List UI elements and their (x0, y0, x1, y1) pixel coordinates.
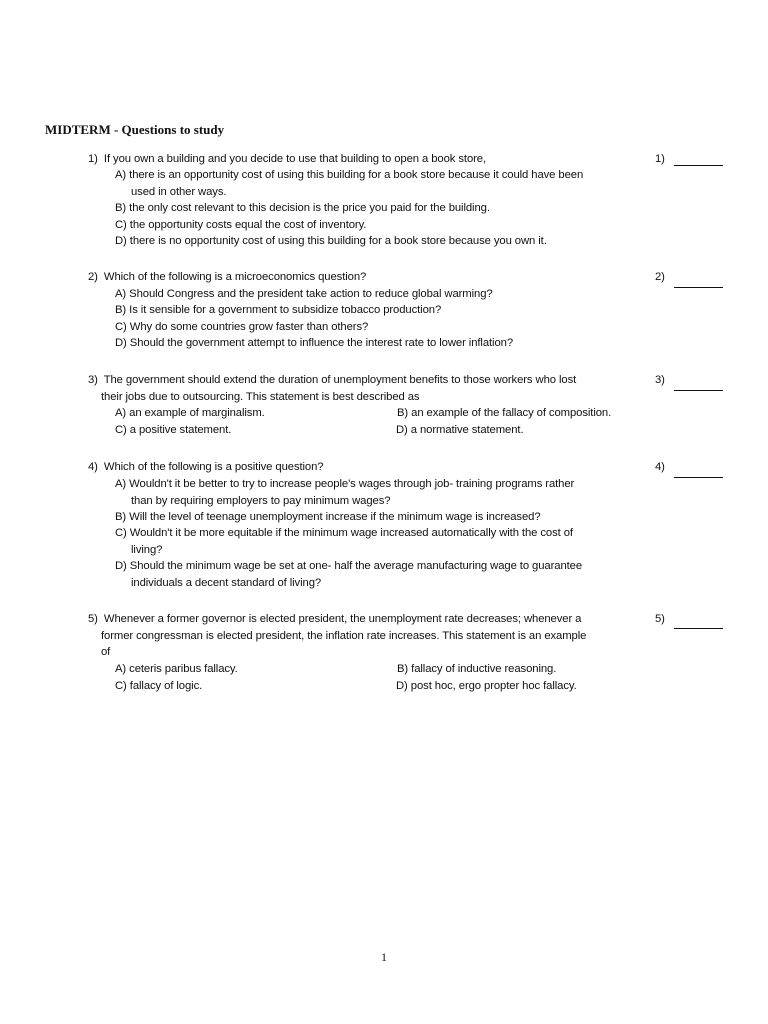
option-b[interactable] (397, 661, 556, 678)
option-text-continuation: individuals a decent standard of living? (131, 576, 322, 589)
answer-blank[interactable] (674, 477, 723, 478)
option-text: an example of marginalism. (129, 407, 265, 419)
option-b[interactable] (115, 509, 643, 526)
question-stem (88, 269, 640, 286)
option-text: a positive statement. (129, 424, 232, 436)
option-text: Is it sensible for a government to subsidize tobacco production? (129, 304, 442, 316)
option-b[interactable] (397, 405, 611, 422)
option-d[interactable] (115, 558, 643, 591)
option-a[interactable] (115, 476, 643, 509)
option-text: the only cost relevant to this decision is the price you paid for the building. (129, 202, 490, 214)
option-letter: A) (115, 478, 127, 490)
option-d[interactable] (396, 422, 524, 439)
option-a[interactable] (115, 167, 643, 200)
question-number: 1) (88, 153, 98, 165)
option-text: ceteris paribus fallacy. (129, 663, 238, 675)
option-c[interactable] (115, 422, 231, 439)
option-text: the opportunity costs equal the cost of inventory. (129, 219, 367, 231)
option-text: there is an opportunity cost of using this building for a book store because it could have been (129, 169, 584, 181)
option-text: an example of the fallacy of composition. (411, 407, 612, 419)
option-letter: D) (115, 560, 127, 572)
question-text: The government should extend the duration of unemployment benefits to those workers who lost (103, 374, 577, 386)
question-stem (88, 151, 640, 168)
option-text: fallacy of logic. (129, 680, 203, 692)
option-letter: C) (115, 219, 127, 231)
question-text-continuation: their jobs due to outsourcing. This statement is best described as (101, 390, 420, 403)
option-a[interactable] (115, 286, 643, 303)
question-stem (88, 611, 640, 661)
option-c[interactable] (115, 525, 643, 558)
question-text: Which of the following is a positive question? (103, 461, 324, 473)
option-letter: D) (396, 680, 408, 692)
option-letter: A) (115, 169, 127, 181)
option-letter: D) (396, 424, 408, 436)
option-letter: A) (115, 663, 127, 675)
question-text-continuation: former congressman is elected president, the inflation rate increases. This statement is an example (101, 629, 587, 642)
option-text: Should the government attempt to influence the interest rate to lower inflation? (129, 337, 514, 349)
option-letter: B) (115, 202, 127, 214)
option-text: Should the minimum wage be set at one- half the average manufacturing wage to guarantee (129, 560, 583, 572)
option-c[interactable] (115, 217, 643, 234)
answer-number: 3) (655, 374, 665, 386)
answer-blank[interactable] (674, 165, 723, 166)
question-text: Whenever a former governor is elected president, the unemployment rate decreases; whenever a (103, 613, 582, 625)
option-c[interactable] (115, 319, 643, 336)
question-number: 2) (88, 271, 98, 283)
answer-blank[interactable] (674, 390, 723, 391)
option-letter: C) (115, 680, 127, 692)
option-letter: A) (115, 407, 127, 419)
page-number: 1 (381, 950, 387, 964)
answer-number: 4) (655, 461, 665, 473)
answer-number: 5) (655, 613, 665, 625)
answer-number: 1) (655, 153, 665, 165)
option-text: there is no opportunity cost of using this building for a book store because you own it. (129, 235, 547, 247)
option-c[interactable] (115, 678, 202, 695)
question-stem (88, 459, 640, 476)
option-text: Wouldn't it be better to try to increase people's wages through job- training programs rather (129, 478, 575, 490)
answer-blank[interactable] (674, 628, 723, 629)
question-number: 3) (88, 374, 98, 386)
option-text: fallacy of inductive reasoning. (411, 663, 557, 675)
question-text: Which of the following is a microeconomics question? (103, 271, 367, 283)
question-stem (88, 372, 640, 405)
option-text: Why do some countries grow faster than others? (129, 321, 369, 333)
answer-number: 2) (655, 271, 665, 283)
option-letter: C) (115, 321, 127, 333)
page-heading (45, 122, 224, 138)
option-text-continuation: living? (131, 543, 163, 556)
question-text-continuation: of (101, 646, 111, 658)
option-a[interactable] (115, 405, 265, 422)
option-letter: B) (397, 663, 409, 675)
option-d[interactable] (115, 335, 643, 352)
option-letter: D) (115, 337, 127, 349)
option-text: Will the level of teenage unemployment increase if the minimum wage is increased? (129, 511, 541, 523)
option-a[interactable] (115, 661, 238, 678)
option-text: Should Congress and the president take action to reduce global warming? (129, 288, 493, 300)
question-text: If you own a building and you decide to use that building to open a book store, (103, 153, 487, 165)
option-b[interactable] (115, 302, 643, 319)
option-d[interactable] (115, 233, 643, 250)
heading-title: MIDTERM - Questions to study (45, 122, 225, 137)
option-letter: B) (397, 407, 409, 419)
option-letter: D) (115, 235, 127, 247)
option-letter: B) (115, 511, 127, 523)
option-text: Wouldn't it be more equitable if the minimum wage increased automatically with the cost of (129, 527, 573, 539)
answer-blank[interactable] (674, 287, 723, 288)
option-text-continuation: than by requiring employers to pay minimum wages? (131, 494, 391, 507)
option-letter: B) (115, 304, 127, 316)
option-letter: C) (115, 527, 127, 539)
option-letter: C) (115, 424, 127, 436)
option-text: post hoc, ergo propter hoc fallacy. (410, 680, 577, 692)
question-number: 4) (88, 461, 98, 473)
option-letter: A) (115, 288, 127, 300)
question-number: 5) (88, 613, 98, 625)
option-d[interactable] (396, 678, 577, 695)
option-text: a normative statement. (410, 424, 524, 436)
option-b[interactable] (115, 200, 643, 217)
option-text-continuation: used in other ways. (131, 185, 227, 198)
